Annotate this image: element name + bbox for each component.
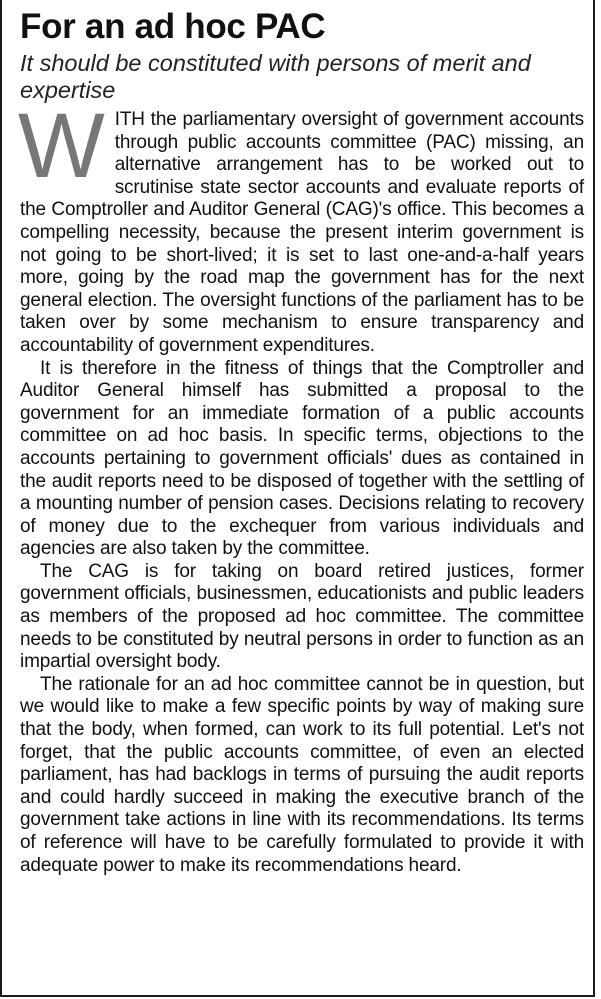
paragraph-1-text: the parliamentary oversight of government accounts through public accounts committee (PAC) missing, an alternative arrangement has to be worked out to scrutinise state sector accounts and evaluate reports of the Comptroller and Auditor General (CAG)'s office. This becomes a compelling necessity, because the present interim government is not going to be short-lived; it is set to last one-and-a-half years more, going by the road map the government has for the next general election. The oversight functions of the parliament has to be taken over by some mechanism to ensure transparency and accountability of government expenditures. [20,109,584,356]
subheadline: It should be constituted with persons of merit and expertise [20,50,531,103]
paragraph-2: It is therefore in the fitness of things that the Comptroller and Auditor General himself has submitted a proposal to the government for an immediate formation of a public accounts committee on ad hoc basis. In specific terms, objections to the accounts pertaining to government officials' dues as contained in the audit reports need to be disposed of together with the settling of a mounting number of pension cases. Decisions relating to recovery of money due to the exchequer from various individuals and agencies are also taken by the committee. [20,357,584,560]
headline: For an ad hoc PAC [20,7,326,46]
paragraph-4: The rationale for an ad hoc committee cannot be in question, but we would like to make a few specific points by way of making sure that the body, when formed, can work to its full potential. Let's not forget, that the public accounts committee, of even an elected parliament, has had backlogs in terms of pursuing the audit reports and could hardly succeed in making the executive branch of the government take actions in line with its recommendations. Its terms of reference will have to be carefully formulated to provide it with adequate power to make its recommendations heard. [20,673,584,876]
paragraph-3: The CAG is for taking on board retired justices, former government officials, businessmen, educationists and public leaders as members of the proposed ad hoc committee. The committee needs to be constituted by neutral persons in order to function as an impartial oversight body. [20,560,584,673]
paragraph-1 [18,95,584,358]
editorial-article [20,6,584,877]
lead-caps: ITH [114,109,145,130]
article-body [18,95,584,877]
drop-cap: W [18,95,105,197]
